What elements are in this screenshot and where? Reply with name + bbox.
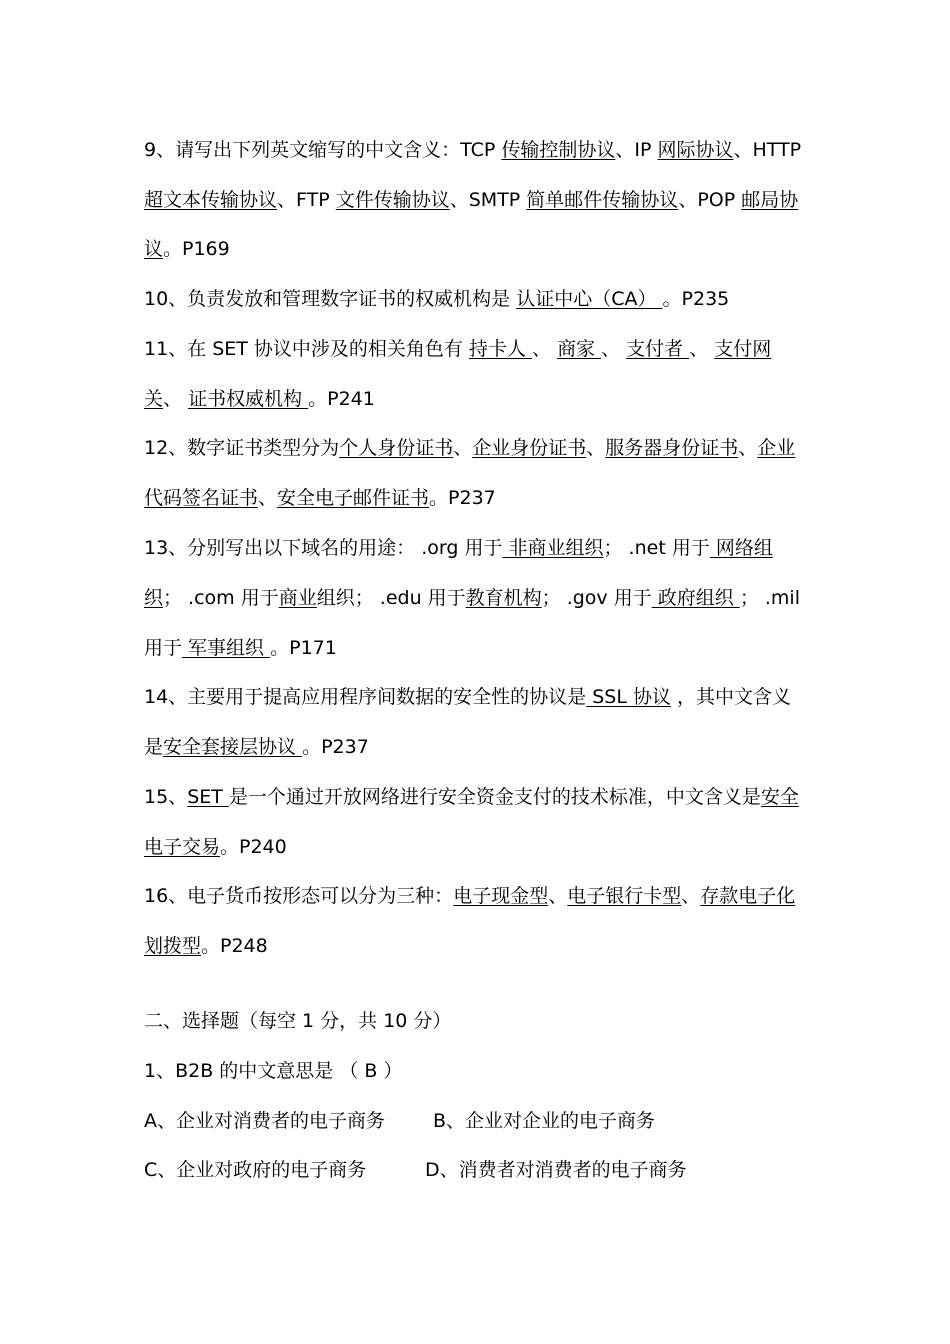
answer-blank: 文件传输协议: [335, 189, 450, 211]
q16-line-1: 16、电子货币按形态可以分为三种：电子现金型、电子银行卡型、存款电子化: [144, 885, 796, 907]
answer-blank: 安全电子邮件证书: [277, 487, 430, 509]
answer-blank: 安全套接层协议: [163, 736, 303, 758]
q12-line-2: 代码签名证书、安全电子邮件证书。P237: [144, 487, 496, 509]
answer-blank: 网络组: [709, 537, 773, 559]
answer-blank: 关: [144, 388, 164, 410]
answer-blank: 商家: [557, 338, 602, 360]
answer-blank: 非商业组织: [502, 537, 604, 559]
answer-blank: SET: [187, 786, 229, 808]
q16-line-2: 划拨型。P248: [144, 935, 268, 957]
option-c: C、企业对政府的电子商务: [144, 1159, 367, 1181]
answer-blank: 织: [144, 587, 164, 609]
q12-line-1: 12、数字证书类型分为个人身份证书、企业身份证书、服务器身份证书、企业: [144, 437, 796, 459]
q14-line-1: 14、主要用于提高应用程序间数据的安全性的协议是 SSL 协议 ，其中文含义: [144, 686, 792, 708]
option-d: D、消费者对消费者的电子商务: [425, 1159, 687, 1181]
answer-blank: 政府组织: [651, 587, 740, 609]
q13-line-2: 织； .com 用于商业组织； .edu 用于教育机构； .gov 用于 政府组织 ； .mil: [144, 587, 800, 609]
q11-line-1: 11、在 SET 协议中涉及的相关角色有 持卡人 、 商家 、 支付者 、 支付网: [144, 338, 772, 360]
answer-blank: 认证中心（CA）: [516, 288, 663, 310]
answer-blank: 电子交易: [144, 836, 221, 858]
q9-line-3: 议。P169: [144, 238, 230, 260]
answer-blank: 服务器身份证书: [605, 437, 739, 459]
q13-line-3: 用于 军事组织 。P171: [144, 637, 337, 659]
answer-blank: 划拨型: [144, 935, 202, 957]
answer-blank: 电子银行卡型: [567, 885, 682, 907]
answer-blank: 支付者: [626, 338, 690, 360]
answer-blank: 商业: [278, 587, 317, 609]
answer-blank: 存款电子化: [700, 885, 796, 907]
answer-blank: 企业身份证书: [472, 437, 587, 459]
q15-line-1: 15、SET 是一个通过开放网络进行安全资金支付的技术标准，中文含义是安全: [144, 786, 799, 808]
answer-blank: 证书权威机构: [188, 388, 309, 410]
answer-blank: 网际协议: [657, 139, 734, 161]
answer-blank: 电子现金型: [453, 885, 549, 907]
answer-blank: 超文本传输协议: [144, 189, 278, 211]
option-a: A、企业对消费者的电子商务: [144, 1110, 385, 1132]
answer-blank: 议: [144, 238, 164, 260]
q9-line-2: 超文本传输协议、FTP 文件传输协议、SMTP 简单邮件传输协议、POP 邮局协: [144, 189, 799, 211]
answer-blank: 军事组织: [182, 637, 271, 659]
q10-line-1: 10、负责发放和管理数字证书的权威机构是 认证中心（CA） 。P235: [144, 288, 730, 310]
q15-line-2: 电子交易。P240: [144, 836, 287, 858]
section-heading: 二、选择题（每空 1 分，共 10 分）: [144, 1010, 452, 1032]
q11-line-2: 关、 证书权威机构 。P241: [144, 388, 375, 410]
answer-blank: 教育机构: [465, 587, 542, 609]
answer-blank: 邮局协: [741, 189, 799, 211]
question-1: 1、B2B 的中文意思是 （ B ）: [144, 1060, 403, 1082]
answer-blank: 个人身份证书: [339, 437, 454, 459]
answer-blank: 安全: [760, 786, 799, 808]
answer-blank: 持卡人: [468, 338, 533, 360]
q13-line-1: 13、分别写出以下域名的用途： .org 用于 非商业组织； .net 用于 网络组: [144, 537, 773, 559]
answer-blank: 支付网: [714, 338, 772, 360]
answer-blank: 代码签名证书: [144, 487, 259, 509]
answer-blank: SSL 协议: [586, 686, 671, 708]
answer-blank: 传输控制协议: [501, 139, 616, 161]
q9-line-1: 9、请写出下列英文缩写的中文含义：TCP 传输控制协议、IP 网际协议、HTTP: [144, 139, 802, 161]
answer-blank: 简单邮件传输协议: [526, 189, 679, 211]
answer-blank: 企业: [757, 437, 796, 459]
q14-line-2: 是安全套接层协议 。P237: [144, 736, 369, 758]
option-b: B、企业对企业的电子商务: [433, 1110, 656, 1132]
